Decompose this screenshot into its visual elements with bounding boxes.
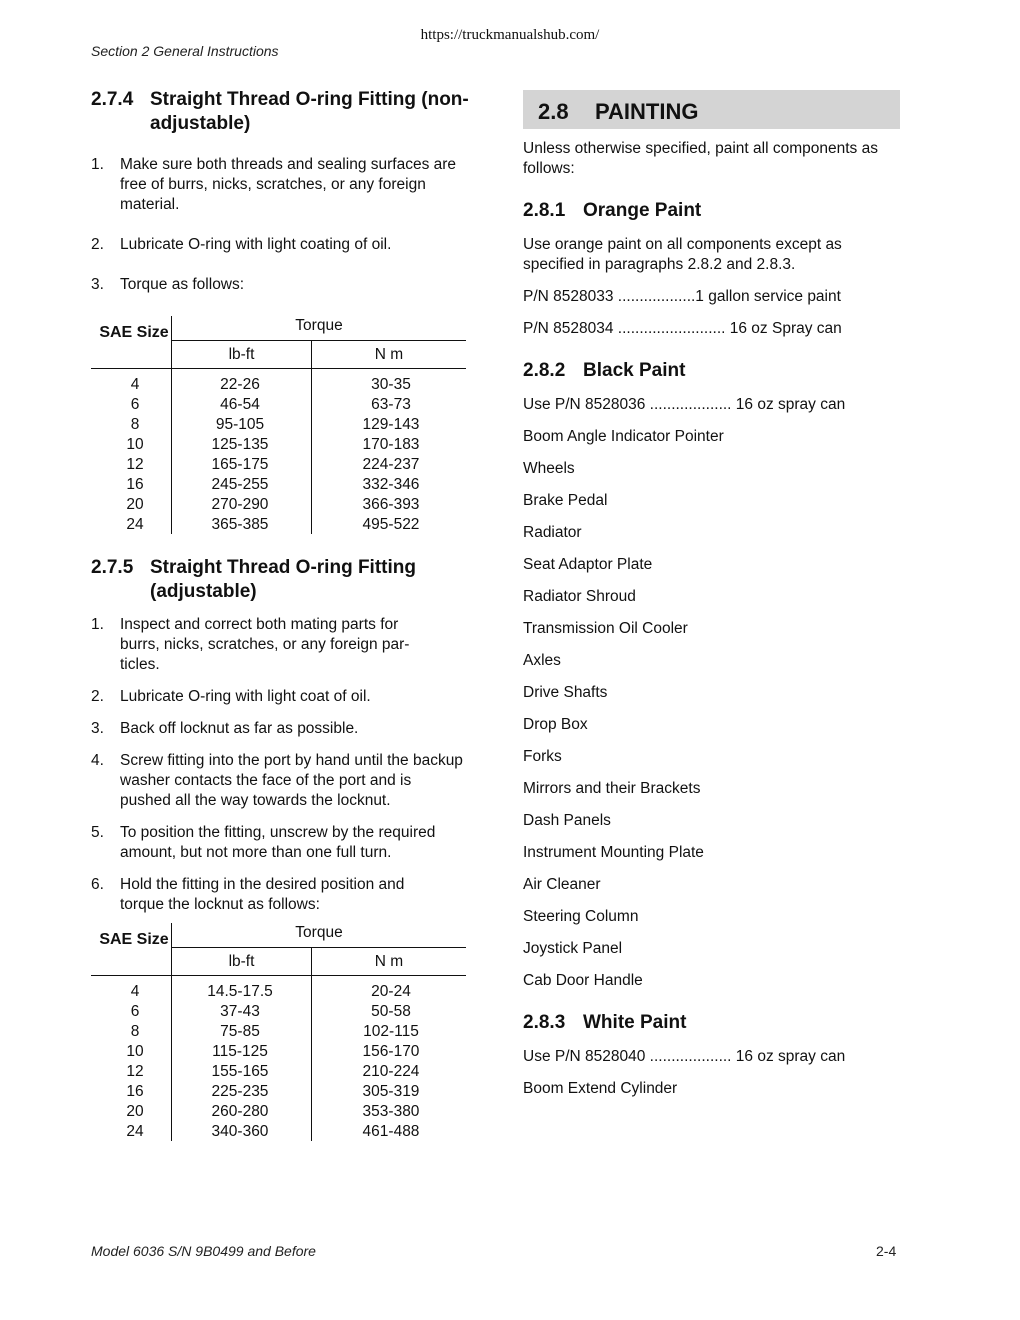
list-item: Steering Column — [523, 908, 639, 925]
step-text: Inspect and correct both mating parts for burrs, nicks, scratches, or any foreign par-ticles. — [120, 616, 410, 673]
list-item: Air Cleaner — [523, 876, 601, 893]
list-item: Boom Angle Indicator Pointer — [523, 428, 724, 445]
page-number: 2-4 — [876, 1243, 897, 1259]
section-number: 2.8.1 — [523, 200, 566, 221]
source-url: https://truckmanualshub.com/ — [420, 27, 600, 43]
table-row: 8 75-85 102-115 — [130, 1023, 419, 1040]
list-item: Radiator — [523, 524, 582, 541]
running-head: Section 2 General Instructions — [91, 43, 279, 59]
section-title: Straight Thread O-ring Fitting (adjustable) — [150, 557, 416, 602]
table-body — [91, 375, 466, 535]
step-number: 3. — [91, 720, 104, 737]
torque-table-nonadjustable — [91, 316, 466, 536]
table-row: 20 260-280 353-380 — [126, 1103, 420, 1120]
step-number: 5. — [91, 824, 104, 841]
white-part-number: Use P/N 8528040 ................... 16 oz spray can — [523, 1048, 846, 1065]
table-row: 20 270-290 366-393 — [126, 496, 420, 513]
list-item: Axles — [523, 652, 561, 669]
step-text: Back off locknut as far as possible. — [120, 720, 359, 737]
sae-size-header: SAE Size — [99, 931, 169, 948]
orange-part-number-gallon: P/N 8528033 ..................1 gallon service paint — [523, 288, 841, 305]
table-row: 6 46-54 63-73 — [130, 396, 411, 413]
nm-header: N m — [374, 346, 404, 363]
table-row: 16 245-255 332-346 — [126, 476, 420, 493]
section-number: 2.7.5 — [91, 557, 134, 578]
section-2-8-heading — [523, 90, 900, 129]
list-item: Cab Door Handle — [523, 972, 643, 989]
torque-header: Torque — [295, 924, 343, 941]
list-item: Seat Adaptor Plate — [523, 556, 653, 573]
step-text: Screw fitting into the port by hand until the backup washer contacts the face of the port and is pushed all the way towards the locknut. — [120, 752, 463, 809]
list-item: Instrument Mounting Plate — [523, 844, 704, 861]
orange-paint-text: Use orange paint on all components except as specified in paragraphs 2.8.2 and 2.8.3. — [523, 236, 842, 273]
section-title: White Paint — [583, 1012, 687, 1033]
list-item: Boom Extend Cylinder — [523, 1080, 678, 1097]
table-row: 4 22-26 30-35 — [130, 376, 411, 393]
table-row: 12 165-175 224-237 — [126, 456, 420, 473]
list-item: Drop Box — [523, 716, 588, 733]
list-item: Joystick Panel — [523, 940, 623, 957]
table-row: 10 115-125 156-170 — [126, 1043, 420, 1060]
step-text: Hold the fitting in the desired position and torque the locknut as follows: — [120, 876, 405, 913]
section-2-7-5-heading — [91, 556, 466, 604]
table-row: 16 225-235 305-319 — [126, 1083, 420, 1100]
table-row: 8 95-105 129-143 — [130, 416, 420, 433]
torque-header: Torque — [295, 317, 343, 334]
step-number: 1. — [91, 156, 104, 173]
section-title: Straight Thread O-ring Fitting (non-adjustable) — [150, 89, 469, 134]
step-text: Torque as follows: — [120, 276, 245, 293]
section-number: 2.8.3 — [523, 1012, 566, 1033]
step-number: 6. — [91, 876, 104, 893]
section-2-7-4-heading — [91, 88, 469, 136]
sae-size-header: SAE Size — [99, 324, 169, 341]
table-row: 24 340-360 461-488 — [126, 1123, 420, 1140]
table-row: 12 155-165 210-224 — [126, 1063, 420, 1080]
list-item: Forks — [523, 748, 562, 765]
section-title: Orange Paint — [583, 200, 702, 221]
lbft-header: lb-ft — [228, 346, 255, 363]
table-body — [91, 982, 466, 1142]
table-row: 6 37-43 50-58 — [130, 1003, 411, 1020]
section-number: 2.8.2 — [523, 360, 566, 381]
torque-table-adjustable — [91, 923, 466, 1143]
step-number: 2. — [91, 236, 104, 253]
list-item: Wheels — [523, 460, 575, 477]
list-item: Brake Pedal — [523, 492, 608, 509]
orange-part-number-spray: P/N 8528034 ......................... 16 oz Spray can — [523, 320, 842, 337]
step-text: To position the fitting, unscrew by the required amount, but not more than one full turn. — [120, 824, 436, 861]
step-number: 4. — [91, 752, 104, 769]
table-row: 10 125-135 170-183 — [126, 436, 420, 453]
black-part-number: Use P/N 8528036 ................... 16 oz spray can — [523, 396, 846, 413]
step-number: 3. — [91, 276, 104, 293]
table-row: 4 14.5-17.5 20-24 — [130, 983, 411, 1000]
footer-model: Model 6036 S/N 9B0499 and Before — [91, 1243, 316, 1259]
list-item: Drive Shafts — [523, 684, 608, 701]
list-item: Radiator Shroud — [523, 588, 636, 605]
section-number: 2.8 — [538, 99, 569, 124]
painting-intro: Unless otherwise specified, paint all components as follows: — [523, 140, 878, 177]
section-number: 2.7.4 — [91, 89, 134, 110]
step-text: Lubricate O-ring with light coating of oil. — [120, 236, 392, 253]
lbft-header: lb-ft — [228, 953, 255, 970]
section-title: Black Paint — [583, 360, 686, 381]
nm-header: N m — [374, 953, 404, 970]
list-item: Dash Panels — [523, 812, 611, 829]
list-item: Mirrors and their Brackets — [523, 780, 701, 797]
section-title: PAINTING — [595, 99, 699, 124]
step-text: Lubricate O-ring with light coat of oil. — [120, 688, 371, 705]
table-row: 24 365-385 495-522 — [126, 516, 420, 533]
step-number: 1. — [91, 616, 104, 633]
step-number: 2. — [91, 688, 104, 705]
list-item: Transmission Oil Cooler — [523, 620, 688, 637]
step-text: Make sure both threads and sealing surfaces are free of burrs, nicks, scratches, or any foreign material. — [120, 156, 457, 213]
